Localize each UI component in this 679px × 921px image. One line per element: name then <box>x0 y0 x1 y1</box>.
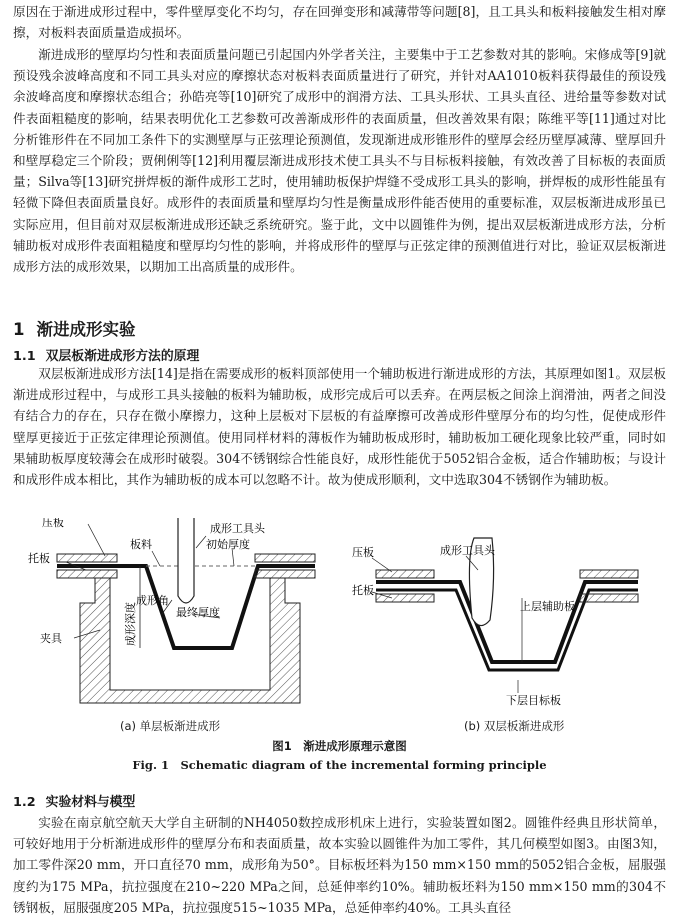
subsection-1-2-heading <box>13 791 135 810</box>
label-upper-sheet: 上层辅助板 <box>520 600 575 613</box>
label-forming-angle: 成形角 <box>136 594 169 607</box>
holder-plate-left-b <box>376 594 434 602</box>
diagram-a-single-layer <box>28 518 315 703</box>
subsection-1-1-heading <box>13 345 199 364</box>
figure-1-caption-cn: 图1 渐进成形原理示意图 <box>272 739 407 753</box>
tool-head-a <box>178 518 194 603</box>
section-number: 1 <box>13 320 25 339</box>
figure-1 <box>0 518 679 774</box>
section-title: 渐进成形实验 <box>36 320 136 339</box>
intro-paragraph-continued: 原因在于渐进成形过程中，零件壁厚变化不均匀，存在回弹变形和减薄带等问题[8]，且工具头和板料接触发生相对摩擦，对板料表面质量造成损坏。 <box>13 4 666 41</box>
label-sheet: 板料 <box>130 538 152 551</box>
diagram-b-double-layer <box>352 538 638 707</box>
figure-1-diagram <box>0 518 679 738</box>
section-1-heading <box>13 316 135 340</box>
label-press-plate-b: 压板 <box>352 546 374 559</box>
subsection-number: 1.1 <box>13 349 36 364</box>
label-holder-b: 托板 <box>352 584 374 597</box>
caption-b: (b) 双层板渐进成形 <box>464 719 565 733</box>
label-press-plate-a: 压板 <box>42 518 64 529</box>
label-forming-depth: 成形深度 <box>124 602 137 646</box>
label-lower-sheet: 下层目标板 <box>506 694 561 707</box>
press-plate-right-b <box>580 570 638 578</box>
press-plate-right <box>255 554 315 562</box>
principle-paragraph: 双层板渐进成形方法[14]是指在需要成形的板料顶部使用一个辅助板进行渐进成形的方法，其原理如图1。双层板渐进成形过程中，与成形工具头接触的板料为辅助板，成形完成后可以丢弃。在两层板之间涂上润滑油，两者之间没有结合力的存在，只存在微小摩擦力，这种上层板对下层板的有益摩擦可改善成形件壁厚分布的均匀性，促使成形件壁厚更接近于正弦定律理论预测值。使用同样材料的薄板作为辅助板成形时，辅助板加工硬化现象比较严重，同时如果辅助板厚度较薄会在成形时破裂。304不锈钢综合性能良好，成形性能优于5052铝合金板，适合作辅助板；与设计和成形件成本相比，其作为辅助板的成本可以忽略不计。故为使成形顺利，文中选取304不锈钢作为辅助板。 <box>13 366 666 488</box>
label-fixture: 夹具 <box>40 632 62 645</box>
holder-plate-left <box>57 570 117 578</box>
subsection-number: 1.2 <box>13 795 36 810</box>
label-initial-thickness: 初始厚度 <box>206 538 250 551</box>
label-tool-head-b: 成形工具头 <box>440 544 495 557</box>
label-tool-head-a: 成形工具头 <box>210 522 265 535</box>
subsection-title: 双层板渐进成形方法的原理 <box>45 349 200 364</box>
subsection-title: 实验材料与模型 <box>45 795 136 810</box>
label-final-thickness: 最终厚度 <box>176 606 220 619</box>
holder-plate-right-b <box>580 594 638 602</box>
press-plate-left <box>57 554 117 562</box>
label-holder-a: 托板 <box>28 552 50 565</box>
caption-a: (a) 单层板渐进成形 <box>120 719 221 733</box>
holder-plate-right <box>255 570 315 578</box>
press-plate-left-b <box>376 570 434 578</box>
literature-review-paragraph: 渐进成形的壁厚均匀性和表面质量问题已引起国内外学者关注，主要集中于工艺参数对其的影响。宋修成等[9]就预设残余波峰高度和不同工具头对应的摩擦状态对板料表面质量进行了研究，并针对AA1010板料获得最佳的预设残余波峰高度和摩擦状态组合；孙皓亮等[10]研究了成形中的润滑方法、工具头形状、工具头直径、进给量等参数对试件表面粗糙度的影响，结果表明优化工艺参数可改善渐成形件的表面质量，但改善效果有限；陈维平等[11]通过对比分析锥形件在不同加工条件下的实测壁厚与正弦理论预测值，发现渐进成形锥形件的壁厚会经历壁厚减薄、壁厚回升和壁厚稳定三个阶段；贾俐俐等[12]利用覆层渐进成形技术使工具头不与目标板料接触，有效改善了目标板的表面质量；Silva等[13]研究拼焊板的渐件成形工艺时，使用辅助板保护焊缝不受成形工具头的影响，拼焊板的成形性能虽有轻微下降但表面质量良好。成形件的表面质量和壁厚均匀性是衡量成形件能否使用的重要标准，双层板渐进成形虽已实际应用，但目前对双层板渐进成形还缺乏系统研究。鉴于此，文中以圆锥件为例，提出双层板渐进成形方法，分析辅助板对成形件表面粗糙度和壁厚均匀性的影响，并将成形件的壁厚与正弦定律的预测值进行对比，验证双层板渐进成形方法的成形效果，以期加工出高质量的成形件。 <box>13 47 666 275</box>
materials-paragraph: 实验在南京航空航天大学自主研制的NH4050数控成形机床上进行，实验装置如图2。圆锥件经典且形状简单，可较好地用于分析渐进成形件的壁厚分布和表面质量，故本实验以圆锥件为加工零件，其几何模型如图3。由图3知，加工零件深20 mm，开口直径70 mm，成形角为50°。目标板坯料为150 mm×150 mm的5052铝合金板，屈服强度约为175 MPa，抗拉强度在210~220 MPa之间，总延伸率约10%。辅助板坯料为150 mm×150 mm的304不锈钢板，屈服强度205 MPa，抗拉强度515~1035 MPa，总延伸率约40%。工具头直径 <box>13 815 666 915</box>
figure-1-caption-en: Fig. 1 Schematic diagram of the incremental forming principle <box>132 758 547 772</box>
